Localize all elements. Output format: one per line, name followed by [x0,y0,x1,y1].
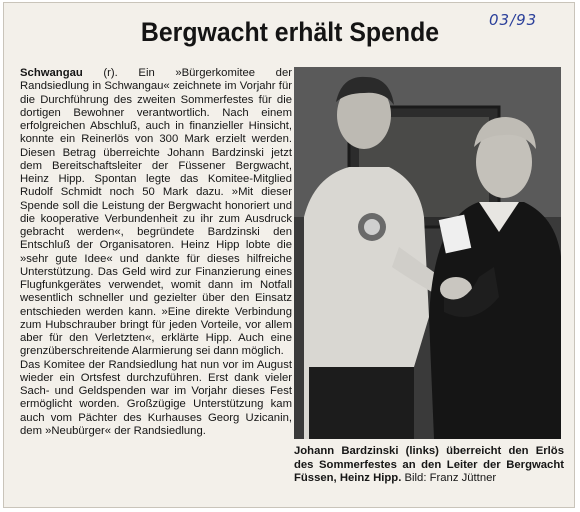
article-dateline: Schwangau [20,67,83,79]
article-source: (r). [82,67,139,79]
article-body [20,67,292,438]
photo-caption [294,445,564,486]
article-body-text: Ein »Bürgerkomitee der Randsiedlung in Schwangau« zeichnete im Vorjahr für die Durchführung des zweiten Sommerfestes für die dortigen Bewohner verantwortlich. Nach einem erfolgreichen Abschluß, auch in finanzieller Hinsicht, konnte ein Reinerlös von 300 Mark erzielt werden. Diesen Betrag überreichte Johann Bardzinski jetzt dem Bereitschaftsleiter der Füssener Bergwacht, Heinz Hipp. Spontan legte das Komitee-Mitglied Rudolf Schmidt noch 50 Mark dazu. »Mit dieser Spende soll die Leistung der Bergwacht honoriert und die kooperative Verbundenheit zu ihr zum Ausdruck gebracht werden«, begründete Bardzinski den Entschluß der Organisatoren. Heinz Hipp lobte die »sehr gute Idee« und dankte für dieses hilfreiche Unterstützung. Das Geld wird zur Finanzierung eines Flugfunkgerätes verwendet, womit dann im Notfall wesentlich schneller und gezielter über den Einsatz entschieden werden kann. »Eine direkte Verbindung zum Hubschrauber bringt für jeden Vorteile, vor allem aber für den Verletzten«, erklärte Hipp. Auch eine grenzüberschreitende Alarmierung sei dann möglich. [20,67,292,358]
article-headline: Bergwacht erhält Spende [140,17,440,47]
handwritten-date-note: 03/93 [489,11,538,29]
article-paragraph-1 [20,67,292,359]
article-paragraph-2: Das Komitee der Randsiedlung hat nun vor im August wieder ein Ortsfest durchzuführen. Erst dank vieler Sach- und Geldspenden war im Vorjahr dieses Fest ermöglicht worden. Großzügige Unterstützung kam auch vom Pächter des Kurhauses Georg Uzicanin, dem »Neubürger« der Randsiedlung. [20,358,292,437]
photo-caption-text: Johann Bardzinski (links) überreicht den Erlös des Sommerfestes an den Leiter der Bergwacht Füssen, Heinz Hipp. [294,445,564,484]
article-photo [294,67,561,439]
photo-illustration [294,67,561,439]
newspaper-clipping [3,2,575,508]
photo-credit: Bild: Franz Jüttner [404,472,497,484]
